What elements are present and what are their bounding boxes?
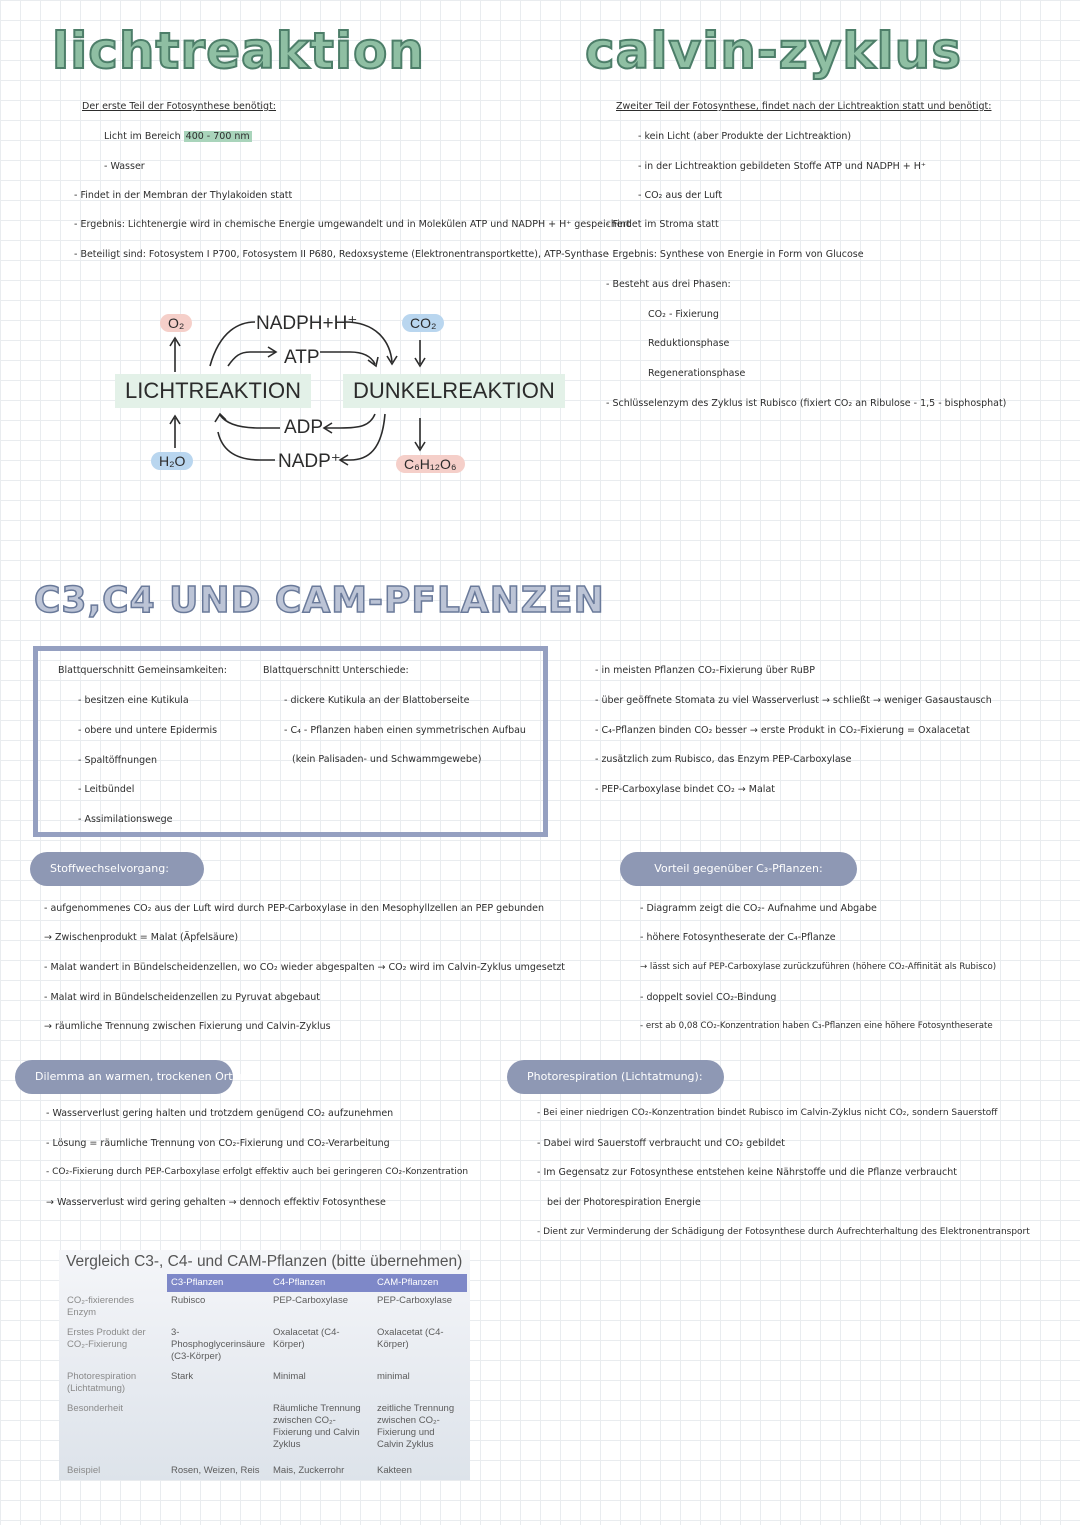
title-calvin-zyklus: calvin-zyklus <box>585 22 963 80</box>
adp-label: ADP <box>284 417 324 438</box>
photo-line: - Dabei wird Sauerstoff verbraucht und CO₂ gebildet <box>537 1138 785 1149</box>
stoff-line: → Zwischenprodukt = Malat (Äpfelsäure) <box>44 932 239 943</box>
photo-line: - Dient zur Verminderung der Schädigung der Fotosynthese durch Aufrechterhaltung des Elektronentransport <box>537 1227 1030 1237</box>
nadph-label: NADPH+H⁺ <box>256 313 358 334</box>
box-right-item: - C₄ - Pflanzen haben einen symmetrischen Aufbau <box>284 725 526 736</box>
dunkelreaktion-label: DUNKELREAKTION <box>343 374 565 408</box>
arrow-nadp <box>340 414 385 460</box>
arrow-atp-right <box>320 352 375 364</box>
table-cell: PEP-Carboxylase <box>377 1295 452 1306</box>
table-header-cell <box>63 1274 167 1292</box>
stoff-line: → räumliche Trennung zwischen Fixierung und Calvin-Zyklus <box>44 1021 331 1032</box>
vorteil-line: - höhere Fotosyntheserate der C₄-Pflanze <box>640 932 836 943</box>
pill-stoffwechselvorgang: Stoffwechselvorgang: <box>30 852 204 886</box>
nadp-label: NADP⁺ <box>278 451 341 472</box>
calvin-phase-2: Reduktionsphase <box>648 338 730 349</box>
pill-dilemma: Dilemma an warmen, trockenen Orten: <box>15 1060 233 1094</box>
dilemma-line: - Lösung = räumliche Trennung von CO₂-Fixierung und CO₂-Verarbeitung <box>46 1138 390 1149</box>
dilemma-line: - CO₂-Fixierung durch PEP-Carboxylase erfolgt effektiv auch bei geringeren CO₂-Konzentration <box>46 1167 469 1177</box>
pill-vorteil: Vorteil gegenüber C₃-Pflanzen: <box>620 852 857 886</box>
title-lichtreaktion: lichtreaktion <box>52 22 425 80</box>
photo-line: - Im Gegensatz zur Fotosynthese entstehen keine Nährstoffe und die Pflanze verbraucht <box>537 1167 957 1178</box>
table-cell: Photorespiration (Lichtatmung) <box>67 1371 137 1394</box>
table-row <box>63 1368 467 1400</box>
light-need-licht-text: Licht im Bereich <box>104 131 181 142</box>
dilemma-line: → Wasserverlust wird gering gehalten → dennoch effektiv Fotosynthese <box>46 1197 386 1208</box>
light-intro: Der erste Teil der Fotosynthese benötigt: <box>82 101 277 112</box>
table-row <box>63 1292 467 1324</box>
box-left-item: - Assimilationswege <box>78 814 173 825</box>
comparison-table-card <box>59 1250 470 1480</box>
vorteil-line: - erst ab 0,08 CO₂-Konzentration haben C₃-Pflanzen eine höhere Fotosyntheserate <box>640 1021 993 1031</box>
light-need-licht <box>104 131 252 142</box>
box-left-item: - Spaltöffnungen <box>78 755 158 766</box>
lichtreaktion-label: LICHTREAKTION <box>115 374 311 408</box>
arrow-adp <box>325 414 375 428</box>
table-cell: Mais, Zuckerrohr <box>273 1465 345 1476</box>
stoff-line: - aufgenommenes CO₂ aus der Luft wird durch PEP-Carboxylase in den Mesophyllzellen an PEP gebunden <box>44 903 545 914</box>
box-left-title: Blattquerschnitt Gemeinsamkeiten: <box>58 665 227 676</box>
pill-photorespiration: Photorespiration (Lichtatmung): <box>507 1060 724 1094</box>
box-left-item: - obere und untere Epidermis <box>78 725 218 736</box>
table-cell: zeitliche Trennung zwischen CO₂-Fixierung und Calvin Zyklus <box>377 1403 455 1450</box>
light-line-membran: - Findet in der Membran der Thylakoiden statt <box>74 190 293 201</box>
c4-note: - zusätzlich zum Rubisco, das Enzym PEP-Carboxylase <box>595 754 852 765</box>
stoff-line: - Malat wandert in Bündelscheidenzellen, wo CO₂ wieder abgespalten → CO₂ wird im Calvin-Zyklus umgesetzt <box>44 962 566 973</box>
table-cell: Räumliche Trennung zwischen CO₂-Fixierung und Calvin Zyklus <box>273 1403 361 1450</box>
atp-label: ATP <box>284 347 320 368</box>
table-cell: Besonderheit <box>67 1403 123 1414</box>
table-cell: Beispiel <box>67 1465 101 1476</box>
arrow-atp-left <box>228 352 275 366</box>
dilemma-line: - Wasserverlust gering halten und trotzdem genügend CO₂ aufzunehmen <box>46 1108 394 1119</box>
c4-note: - PEP-Carboxylase bindet CO₂ → Malat <box>595 784 775 795</box>
calvin-phase-3: Regenerationsphase <box>648 368 746 379</box>
table-cell: Rubisco <box>171 1295 206 1306</box>
calvin-need-3: - CO₂ aus der Luft <box>638 190 723 201</box>
light-need-wasser: - Wasser <box>104 161 145 172</box>
wavelength-highlight: 400 - 700 nm <box>185 131 250 142</box>
comparison-table <box>63 1274 467 1482</box>
table-cell: PEP-Carboxylase <box>273 1295 348 1306</box>
table-cell: Rosen, Weizen, Reis <box>171 1465 260 1476</box>
box-left-item: - besitzen eine Kutikula <box>78 695 189 706</box>
photo-line: - Bei einer niedrigen CO₂-Konzentration bindet Rubisco im Calvin-Zyklus nicht CO₂, sondern Sauerstoff <box>537 1108 998 1118</box>
comparison-table-title: Vergleich C3-, C4- und CAM-Pflanzen (bitte übernehmen) <box>66 1253 463 1270</box>
table-cell: Kakteen <box>377 1465 412 1476</box>
vorteil-line: → lässt sich auf PEP-Carboxylase zurückzuführen (höhere CO₂-Affinität als Rubisco) <box>640 962 997 972</box>
title-c3-c4-cam: C3,C4 UND CAM-PFLANZEN <box>34 580 605 621</box>
arrow-adp-to-light <box>220 415 280 428</box>
h2o-chip: H₂O <box>151 452 193 470</box>
calvin-line-stroma: - Findet im Stroma statt <box>606 219 719 230</box>
light-line-ergebnis: - Ergebnis: Lichtenergie wird in chemische Energie umgewandelt und in Molekülen ATP und NADPH + H⁺ gespeichert <box>74 219 631 230</box>
calvin-key-enzyme: - Schlüsselenzym des Zyklus ist Rubisco (fixiert CO₂ an Ribulose - 1,5 - bisphosphat) <box>606 398 1007 409</box>
table-row <box>63 1324 467 1368</box>
box-right-item: - dickere Kutikula an der Blattoberseite <box>284 695 470 706</box>
calvin-intro: Zweiter Teil der Fotosynthese, findet nach der Lichtreaktion statt und benötigt: <box>616 101 992 112</box>
table-cell: Minimal <box>273 1371 306 1382</box>
calvin-need-2: - in der Lichtreaktion gebildeten Stoffe ATP und NADPH + H⁺ <box>638 161 926 172</box>
c4-note: - C₄-Pflanzen binden CO₂ besser → erste Produkt in CO₂-Fixierung = Oxalacetat <box>595 725 970 736</box>
table-row <box>63 1400 467 1462</box>
vorteil-line: - doppelt soviel CO₂-Bindung <box>640 992 777 1003</box>
table-header-row <box>63 1274 467 1292</box>
arrow-adp-to-light-head <box>215 414 226 422</box>
o2-chip: O₂ <box>160 314 192 332</box>
c4-note: - in meisten Pflanzen CO₂-Fixierung über RuBP <box>595 665 815 676</box>
table-header-cell: C4-Pflanzen <box>269 1274 373 1292</box>
vorteil-line: - Diagramm zeigt die CO₂- Aufnahme und Abgabe <box>640 903 877 914</box>
box-left-item: - Leitbündel <box>78 784 135 795</box>
table-cell: Erstes Produkt der CO₂-Fixierung <box>67 1327 146 1350</box>
box-right-item: (kein Palisaden- und Schwammgewebe) <box>292 754 482 765</box>
arrow-nadp-to-light <box>218 432 275 460</box>
calvin-line-phasen: - Besteht aus drei Phasen: <box>606 279 731 290</box>
table-cell: minimal <box>377 1371 410 1382</box>
co2-chip: CO₂ <box>402 314 444 332</box>
table-cell <box>167 1400 269 1462</box>
table-header-cell: C3-Pflanzen <box>167 1274 269 1292</box>
stoff-line: - Malat wird in Bündelscheidenzellen zu Pyruvat abgebaut <box>44 992 321 1003</box>
c4-note: - über geöffnete Stomata zu viel Wasserverlust → schließt → weniger Gasaustausch <box>595 695 992 706</box>
calvin-need-1: - kein Licht (aber Produkte der Lichtreaktion) <box>638 131 852 142</box>
photo-line: bei der Photorespiration Energie <box>547 1197 701 1208</box>
calvin-phase-1: CO₂ - Fixierung <box>648 309 719 320</box>
table-header-cell: CAM-Pflanzen <box>373 1274 467 1292</box>
table-cell: Oxalacetat (C4-Körper) <box>273 1327 340 1350</box>
light-need-wasser-text: Wasser <box>110 161 145 172</box>
table-cell: Oxalacetat (C4-Körper) <box>377 1327 444 1350</box>
light-line-beteiligt: - Beteiligt sind: Fotosystem I P700, Fotosystem II P680, Redoxsysteme (Elektronentransportkette), ATP-Synthase <box>74 249 609 260</box>
table-cell: 3-Phosphoglycerinsäure (C3-Körper) <box>171 1327 266 1362</box>
glucose-chip: C₆H₁₂O₆ <box>396 455 465 473</box>
table-row <box>63 1462 467 1482</box>
table-cell: CO₂-fixierendes Enzym <box>67 1295 135 1318</box>
box-right-title: Blattquerschnitt Unterschiede: <box>263 665 409 676</box>
table-cell: Stark <box>171 1371 194 1382</box>
calvin-line-ergebnis: - Ergebnis: Synthese von Energie in Form von Glucose <box>606 249 864 260</box>
